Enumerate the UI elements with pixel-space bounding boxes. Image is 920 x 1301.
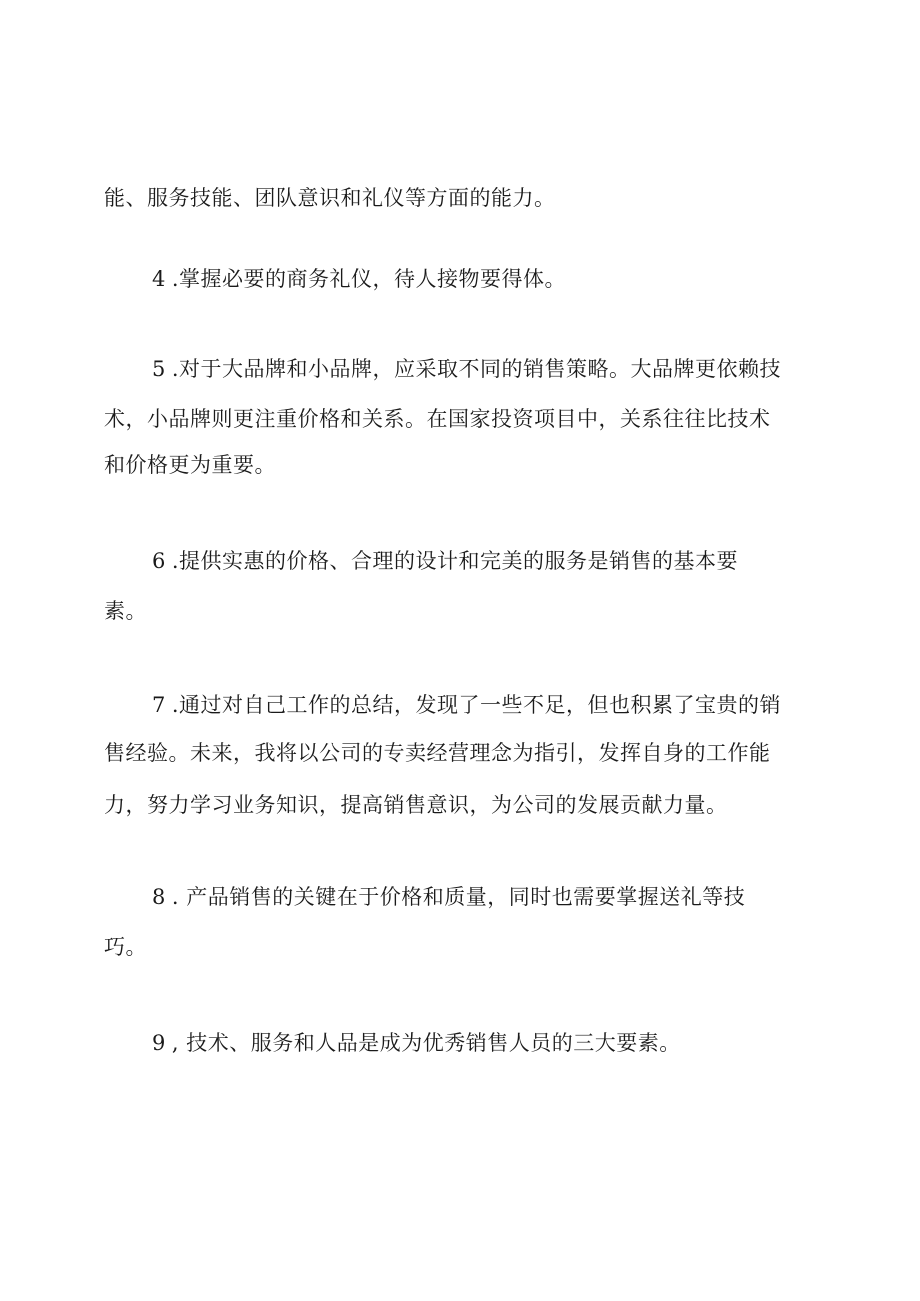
item-5-line-2: 术，小品牌则更注重价格和关系。在国家投资项目中，关系往往比技术: [104, 407, 771, 431]
list-item-5: [152, 354, 872, 384]
list-item-9: [152, 1028, 872, 1058]
item-7-line-2: 售经验。未来，我将以公司的专卖经营理念为指引，发挥自身的工作能: [104, 741, 771, 765]
item-8-line-2: 巧。: [104, 935, 147, 959]
list-item-6: [152, 546, 872, 576]
item-text: . 产品销售的关键在于价格和质量，同时也需要掌握送礼等技: [171, 885, 746, 909]
list-item-8: [152, 882, 872, 912]
list-item-7: [152, 690, 872, 720]
item-number: 6: [152, 549, 166, 573]
item-7-line-3: 力，努力学习业务知识，提高销售意识，为公司的发展贡献力量。: [104, 793, 728, 817]
item-text: .提供实惠的价格、合理的设计和完美的服务是销售的基本要: [171, 549, 739, 573]
list-item-4: [152, 264, 872, 294]
continuation-line: 能、服务技能、团队意识和礼仪等方面的能力。: [104, 186, 556, 210]
item-number: 5: [152, 357, 166, 381]
item-text: .对于大品牌和小品牌，应采取不同的销售策略。大品牌更依赖技: [171, 357, 782, 381]
item-number: 7: [152, 693, 166, 717]
item-6-line-2: 素。: [104, 599, 147, 623]
item-text: , 技术、服务和人品是成为优秀销售人员的三大要素。: [171, 1031, 681, 1055]
item-number: 4: [152, 267, 166, 291]
item-text: .掌握必要的商务礼仪，待人接物要得体。: [171, 267, 567, 291]
item-number: 8: [152, 885, 166, 909]
item-5-line-3: 和价格更为重要。: [104, 453, 276, 477]
item-text: .通过对自己工作的总结，发现了一些不足，但也积累了宝贵的销: [171, 693, 782, 717]
item-number: 9: [152, 1031, 166, 1055]
